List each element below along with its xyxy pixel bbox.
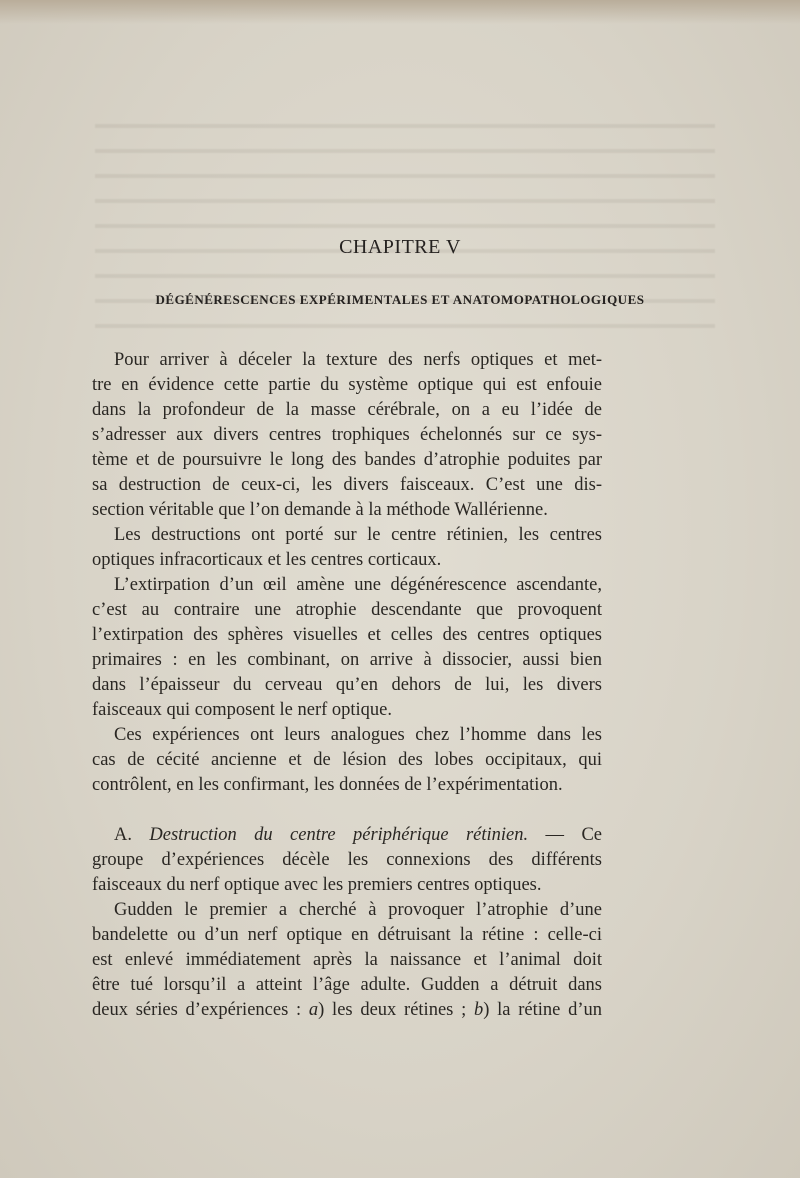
text-line: bandelette ou d’un nerf optique en détruisant la rétine : celle-ci [92,925,602,945]
text-line: dans la profondeur de la masse cérébrale, on a eu l’idée de [92,400,602,420]
page-top-shadow [0,0,800,24]
text-line: Gudden le premier a cherché à provoquer l’atrophie d’une [114,900,602,920]
text-line: optiques infracorticaux et les centres corticaux. [92,550,442,570]
text-line: contrôlent, en les confirmant, les données de l’expérimentation. [92,775,563,795]
text-line: Ces expériences ont leurs analogues chez l’homme dans les [114,725,602,745]
text-line: être tué lorsqu’il a atteint l’âge adulte. Gudden a détruit dans [92,975,602,995]
text-line: faisceaux du nerf optique avec les premiers centres optiques. [92,875,542,895]
final-text-line: deux séries d’expériences : a) les deux rétines ; b) la rétine d’un [92,1000,602,1020]
marker-a: a [308,1000,319,1020]
text-line: tre en évidence cette partie du système optique qui est enfouie [92,375,602,395]
text-line: sa destruction de ceux-ci, les divers faisceaux. C’est une dis- [92,475,602,495]
text-line: section véritable que l’on demande à la méthode Wallérienne. [92,500,548,520]
section-a-rest: — Ce [528,825,602,845]
chapter-subtitle: DÉGÉNÉRESCENCES EXPÉRIMENTALES ET ANATOMOPATHOLOGIQUES [155,292,645,307]
section-a-heading-line [114,823,602,848]
text-line: L’extirpation d’un œil amène une dégénérescence ascendante, [114,575,602,595]
text-line: est enlevé immédiatement après la naissance et l’animal doit [92,950,602,970]
text-line: tème et de poursuivre le long des bandes d’atrophie poduites par [92,450,602,470]
text-line: Pour arriver à déceler la texture des nerfs optiques et met- [114,350,602,370]
text-line: Les destructions ont porté sur le centre rétinien, les centres [114,525,602,545]
section-a-title: Destruction du centre périphérique rétinien. [149,825,529,845]
section-a-label: A. [114,825,132,845]
marker-b: b [473,1000,484,1020]
text-line: s’adresser aux divers centres trophiques échelonnés sur ce sys- [92,425,602,445]
text-line: c’est au contraire une atrophie descendante que provoquent [92,600,602,620]
text-line: primaires : en les combinant, on arrive à dissocier, aussi bien [92,650,602,670]
chapter-title: CHAPITRE V [339,236,461,258]
text-line: cas de cécité ancienne et de lésion des lobes occipitaux, qui [92,750,602,770]
text-line: faisceaux qui composent le nerf optique. [92,700,393,720]
text-line: groupe d’expériences décèle les connexions des différents [92,850,602,870]
text-line: l’extirpation des sphères visuelles et celles des centres optiques [92,625,602,645]
text-line: dans l’épaisseur du cerveau qu’en dehors de lui, les divers [92,675,602,695]
